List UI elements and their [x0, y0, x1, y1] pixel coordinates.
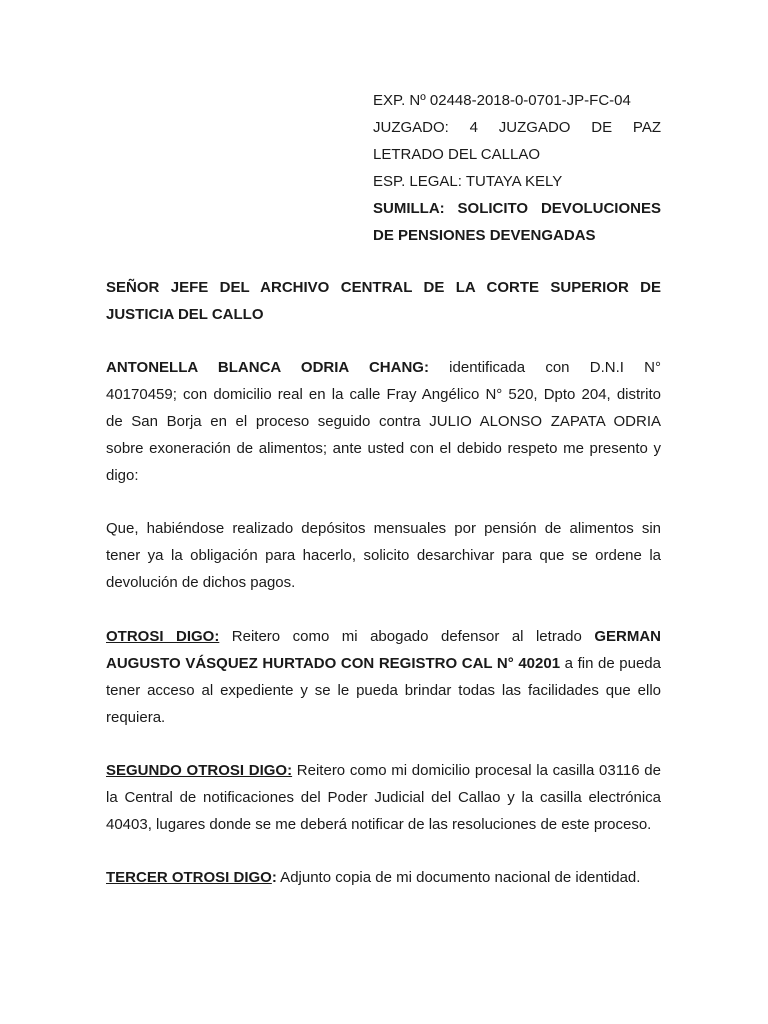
- case-number: EXP. Nº 02448-2018-0-0701-JP-FC-04: [373, 92, 631, 109]
- addressee: [106, 274, 661, 328]
- tercer-otrosi-text: Adjunto copia de mi documento nacional de identidad.: [276, 869, 641, 886]
- court-line-1: JUZGADO: 4 JUZGADO DE PAZ: [373, 119, 661, 136]
- request-line-1: Que, habiéndose realizado depósitos mensuales por pensión de alimentos sin: [106, 520, 661, 537]
- request-line-2: tener ya la obligación para hacerlo, solicito desarchivar para que se ordene la: [106, 547, 661, 564]
- request-line-3: devolución de dichos pagos.: [106, 574, 296, 591]
- segundo-otrosi-line-2: la Central de notificaciones del Poder Judicial del Callao y la casilla electrónica: [106, 789, 661, 806]
- petitioner-name: ANTONELLA BLANCA ODRIA CHANG:: [106, 359, 429, 376]
- sumilla-line-2: DE PENSIONES DEVENGADAS: [373, 227, 596, 244]
- tercer-otrosi-heading: TERCER OTROSI DIGO: [106, 869, 272, 886]
- court-line-2: LETRADO DEL CALLAO: [373, 146, 540, 163]
- request-paragraph: [106, 515, 661, 596]
- tercer-otrosi-colon: :: [271, 869, 277, 886]
- segundo-otrosi-heading: SEGUNDO OTROSI DIGO:: [106, 762, 293, 779]
- otrosi-line-4: requiera.: [106, 709, 166, 726]
- segundo-otrosi-line-1: [106, 757, 661, 784]
- otrosi-line-1-text: Reitero como mi abogado defensor al letrado: [219, 628, 595, 645]
- lawyer-name-part-2: AUGUSTO VÁSQUEZ HURTADO CON REGISTRO CAL N° 40201: [106, 655, 561, 672]
- otrosi-line-3: tener acceso al expediente y se le pueda brindar todas las facilidades que ello: [106, 682, 661, 699]
- otrosi-line-2: [106, 650, 661, 677]
- intro-paragraph: [106, 354, 661, 489]
- otrosi-line-1: [106, 623, 661, 650]
- intro-line-5: digo:: [106, 467, 139, 484]
- intro-line-1: [106, 354, 661, 381]
- segundo-otrosi-paragraph: [106, 757, 661, 838]
- legal-specialist: ESP. LEGAL: TUTAYA KELY: [373, 173, 563, 190]
- tercer-otrosi-paragraph: [106, 864, 661, 891]
- case-header: [373, 87, 661, 249]
- segundo-otrosi-line-1-text: Reitero como mi domicilio procesal la casilla 03116 de: [292, 762, 661, 779]
- otrosi-heading: OTROSI DIGO:: [106, 628, 220, 645]
- intro-line-2: 40170459; con domicilio real en la calle Fray Angélico N° 520, Dpto 204, distrito: [106, 386, 661, 403]
- tercer-otrosi-line: [106, 864, 661, 891]
- otrosi-line-2-text: a fin de pueda: [560, 655, 661, 672]
- lawyer-name-part-1: GERMAN: [594, 628, 661, 645]
- otrosi-paragraph: [106, 623, 661, 731]
- sumilla-line-1: SUMILLA: SOLICITO DEVOLUCIONES: [373, 200, 661, 217]
- intro-line-3: de San Borja en el proceso seguido contra JULIO ALONSO ZAPATA ODRIA: [106, 413, 661, 430]
- addressee-line-2: JUSTICIA DEL CALLO: [106, 306, 264, 323]
- addressee-line-1: SEÑOR JEFE DEL ARCHIVO CENTRAL DE LA CORTE SUPERIOR DE: [106, 279, 661, 296]
- intro-line-4: sobre exoneración de alimentos; ante usted con el debido respeto me presento y: [106, 440, 661, 457]
- intro-line-1-text: identificada con D.N.I N°: [428, 359, 661, 376]
- segundo-otrosi-line-3: 40403, lugares donde se me deberá notificar de las resoluciones de este proceso.: [106, 816, 652, 833]
